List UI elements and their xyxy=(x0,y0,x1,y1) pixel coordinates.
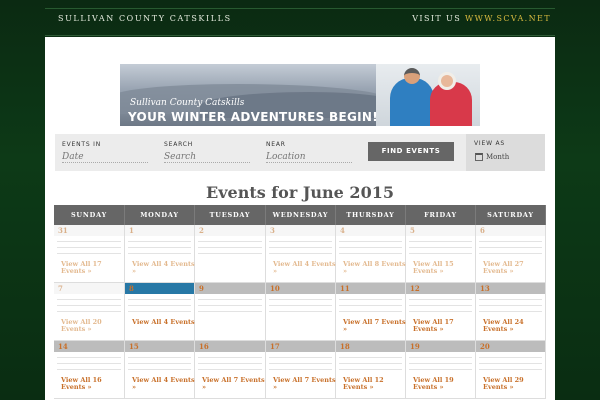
day-number[interactable]: 4 xyxy=(336,225,405,236)
event-placeholder-line xyxy=(198,363,262,364)
calendar-day-cell[interactable] xyxy=(266,225,336,283)
event-placeholder-line xyxy=(339,299,402,300)
calendar-weeks xyxy=(54,225,546,399)
search-label: SEARCH xyxy=(164,141,194,148)
day-number[interactable]: 5 xyxy=(406,225,475,236)
event-placeholder-line xyxy=(269,241,332,242)
event-placeholder-line xyxy=(198,299,262,300)
weekday-label: WEDNESDAY xyxy=(266,205,336,225)
day-number[interactable]: 19 xyxy=(406,341,475,352)
view-all-events-link[interactable]: View All 7 Events » xyxy=(273,376,336,391)
event-placeholder-line xyxy=(198,253,262,254)
calendar-day-cell[interactable] xyxy=(266,341,336,399)
event-placeholder-line xyxy=(479,357,542,358)
event-placeholder-line xyxy=(339,241,402,242)
event-placeholder-line xyxy=(57,369,121,370)
event-placeholder-line xyxy=(269,305,332,306)
day-number[interactable]: 2 xyxy=(195,225,265,236)
event-placeholder-line xyxy=(57,311,121,312)
event-placeholder-line xyxy=(339,311,402,312)
view-all-events-link[interactable]: View All 4 Events » xyxy=(273,260,336,275)
events-in-field xyxy=(62,141,148,163)
calendar-week-row xyxy=(54,341,546,399)
event-placeholder-line xyxy=(479,253,542,254)
calendar-week-row xyxy=(54,225,546,283)
day-number[interactable]: 1 xyxy=(125,225,194,236)
person-head xyxy=(438,72,456,90)
calendar-day-cell[interactable] xyxy=(336,341,406,399)
event-placeholder-line xyxy=(409,311,472,312)
event-placeholder-line xyxy=(57,357,121,358)
winter-banner[interactable] xyxy=(120,64,480,126)
day-number[interactable]: 16 xyxy=(195,341,265,352)
event-placeholder-line xyxy=(57,305,121,306)
month-title: Events for June 2015 xyxy=(206,183,394,202)
banner-script: Sullivan County Catskills xyxy=(130,98,245,108)
day-number[interactable]: 6 xyxy=(476,225,545,236)
day-number[interactable]: 7 xyxy=(54,283,124,294)
event-placeholder-line xyxy=(57,253,121,254)
view-all-events-link[interactable]: View All 7 Events » xyxy=(343,318,406,333)
calendar-day-cell[interactable] xyxy=(54,225,125,283)
day-number[interactable]: 15 xyxy=(125,341,194,352)
view-all-events-link[interactable]: View All 16 Events » xyxy=(61,376,102,391)
weekday-label: MONDAY xyxy=(125,205,195,225)
calendar-day-cell[interactable] xyxy=(406,341,476,399)
view-all-events-link[interactable]: View All 7 Events » xyxy=(202,376,265,391)
event-placeholder-line xyxy=(128,369,191,370)
view-as-selector[interactable] xyxy=(466,134,545,171)
view-all-events-link[interactable]: View All 12 Events » xyxy=(343,376,384,391)
calendar-day-cell[interactable] xyxy=(125,225,195,283)
visit-us xyxy=(412,14,551,23)
view-all-events-link[interactable]: View All 17 Events » xyxy=(413,318,454,333)
view-all-events-link[interactable]: View All 8 Events » xyxy=(343,260,406,275)
event-placeholder-line xyxy=(198,311,262,312)
event-placeholder-line xyxy=(269,299,332,300)
event-placeholder-line xyxy=(479,369,542,370)
weekday-label: SATURDAY xyxy=(476,205,546,225)
person-figure xyxy=(390,78,434,126)
event-placeholder-line xyxy=(479,299,542,300)
view-all-events-link[interactable]: View All 24 Events » xyxy=(483,318,524,333)
find-events-button[interactable]: FIND EVENTS xyxy=(368,142,454,161)
weekday-label: FRIDAY xyxy=(406,205,476,225)
event-placeholder-line xyxy=(479,311,542,312)
event-placeholder-line xyxy=(198,357,262,358)
calendar-day-cell[interactable] xyxy=(406,225,476,283)
view-all-events-link[interactable]: View All 17 Events » xyxy=(61,260,102,275)
event-placeholder-line xyxy=(128,311,191,312)
visit-url-link[interactable]: WWW.SCVA.NET xyxy=(465,14,551,23)
view-all-events-link[interactable]: View All 19 Events » xyxy=(413,376,454,391)
day-number[interactable]: 17 xyxy=(266,341,335,352)
calendar-day-cell[interactable] xyxy=(406,283,476,341)
view-all-events-link[interactable]: View All 4 Events xyxy=(132,318,195,326)
event-placeholder-line xyxy=(479,363,542,364)
event-placeholder-line xyxy=(339,369,402,370)
view-as-label: VIEW AS xyxy=(474,140,506,147)
event-placeholder-line xyxy=(198,241,262,242)
view-all-events-link[interactable]: View All 29 Events » xyxy=(483,376,524,391)
event-placeholder-line xyxy=(339,305,402,306)
calendar-grid xyxy=(54,205,546,399)
event-placeholder-line xyxy=(479,241,542,242)
event-placeholder-line xyxy=(57,299,121,300)
event-placeholder-line xyxy=(57,241,121,242)
event-placeholder-line xyxy=(128,357,191,358)
event-placeholder-line xyxy=(57,363,121,364)
event-placeholder-line xyxy=(339,363,402,364)
search-field xyxy=(164,141,250,163)
event-placeholder-line xyxy=(128,247,191,248)
day-number[interactable]: 10 xyxy=(266,283,335,294)
day-number[interactable]: 12 xyxy=(406,283,475,294)
event-placeholder-line xyxy=(479,247,542,248)
view-all-events-link[interactable]: View All 4 Events » xyxy=(132,260,195,275)
event-placeholder-line xyxy=(409,241,472,242)
person-head xyxy=(404,68,420,84)
event-placeholder-line xyxy=(409,369,472,370)
day-number[interactable]: 14 xyxy=(54,341,124,352)
near-label: NEAR xyxy=(266,141,286,148)
view-as-value[interactable]: Month xyxy=(486,153,510,161)
site-brand[interactable]: SULLIVAN COUNTY CATSKILLS xyxy=(58,14,232,23)
day-number[interactable]: 3 xyxy=(266,225,335,236)
calendar-day-cell[interactable] xyxy=(54,283,125,341)
day-number[interactable]: 18 xyxy=(336,341,405,352)
view-all-events-link[interactable]: View All 27 Events » xyxy=(483,260,524,275)
event-placeholder-line xyxy=(339,253,402,254)
event-placeholder-line xyxy=(409,299,472,300)
main-content xyxy=(45,37,555,400)
event-placeholder-line xyxy=(57,247,121,248)
calendar-day-cell[interactable] xyxy=(476,225,546,283)
event-placeholder-line xyxy=(128,299,191,300)
event-placeholder-line xyxy=(409,305,472,306)
calendar-day-cell[interactable] xyxy=(54,341,125,399)
event-placeholder-line xyxy=(409,357,472,358)
event-search-bar xyxy=(55,134,466,171)
calendar-icon xyxy=(475,153,483,161)
calendar-day-cell[interactable] xyxy=(476,341,546,399)
weekday-label: SUNDAY xyxy=(54,205,125,225)
event-placeholder-line xyxy=(128,363,191,364)
weekday-label: TUESDAY xyxy=(195,205,266,225)
event-placeholder-line xyxy=(269,311,332,312)
date-input[interactable] xyxy=(62,151,148,163)
event-placeholder-line xyxy=(339,247,402,248)
near-field xyxy=(266,141,352,163)
event-placeholder-line xyxy=(409,247,472,248)
calendar-day-cell[interactable] xyxy=(195,341,266,399)
day-number[interactable]: 31 xyxy=(54,225,124,236)
events-in-label: EVENTS IN xyxy=(62,141,102,148)
event-placeholder-line xyxy=(269,369,332,370)
event-placeholder-line xyxy=(479,305,542,306)
event-placeholder-line xyxy=(128,305,191,306)
view-all-events-link[interactable]: View All 20 Events » xyxy=(61,318,102,333)
event-placeholder-line xyxy=(198,369,262,370)
view-all-events-link[interactable]: View All 15 Events » xyxy=(413,260,454,275)
event-placeholder-line xyxy=(269,247,332,248)
day-number[interactable]: 8 xyxy=(125,283,194,294)
event-placeholder-line xyxy=(409,253,472,254)
visit-label: VISIT US xyxy=(412,14,462,23)
view-all-events-link[interactable]: View All 4 Events » xyxy=(132,376,195,391)
event-placeholder-line xyxy=(198,247,262,248)
calendar-day-cell[interactable] xyxy=(125,283,195,341)
event-placeholder-line xyxy=(409,363,472,364)
banner-tagline: YOUR WINTER ADVENTURES BEGIN! xyxy=(128,110,379,124)
event-placeholder-line xyxy=(339,357,402,358)
event-placeholder-line xyxy=(198,305,262,306)
event-placeholder-line xyxy=(128,253,191,254)
event-placeholder-line xyxy=(269,357,332,358)
weekday-label: THURSDAY xyxy=(336,205,406,225)
event-placeholder-line xyxy=(269,363,332,364)
day-number[interactable]: 20 xyxy=(476,341,545,352)
top-divider xyxy=(45,8,555,9)
calendar-day-cell[interactable] xyxy=(336,225,406,283)
search-input[interactable] xyxy=(164,151,250,163)
day-number[interactable]: 13 xyxy=(476,283,545,294)
event-placeholder-line xyxy=(128,241,191,242)
calendar-day-cell[interactable] xyxy=(336,283,406,341)
calendar-day-cell[interactable] xyxy=(266,283,336,341)
calendar-week-row xyxy=(54,283,546,341)
calendar-day-cell[interactable] xyxy=(195,283,266,341)
day-number[interactable]: 11 xyxy=(336,283,405,294)
calendar-day-cell[interactable] xyxy=(195,225,266,283)
top-bar xyxy=(45,0,555,36)
day-number[interactable]: 9 xyxy=(195,283,265,294)
weekday-header xyxy=(54,205,546,225)
event-placeholder-line xyxy=(269,253,332,254)
calendar-day-cell[interactable] xyxy=(476,283,546,341)
location-input[interactable] xyxy=(266,151,352,163)
calendar-day-cell[interactable] xyxy=(125,341,195,399)
